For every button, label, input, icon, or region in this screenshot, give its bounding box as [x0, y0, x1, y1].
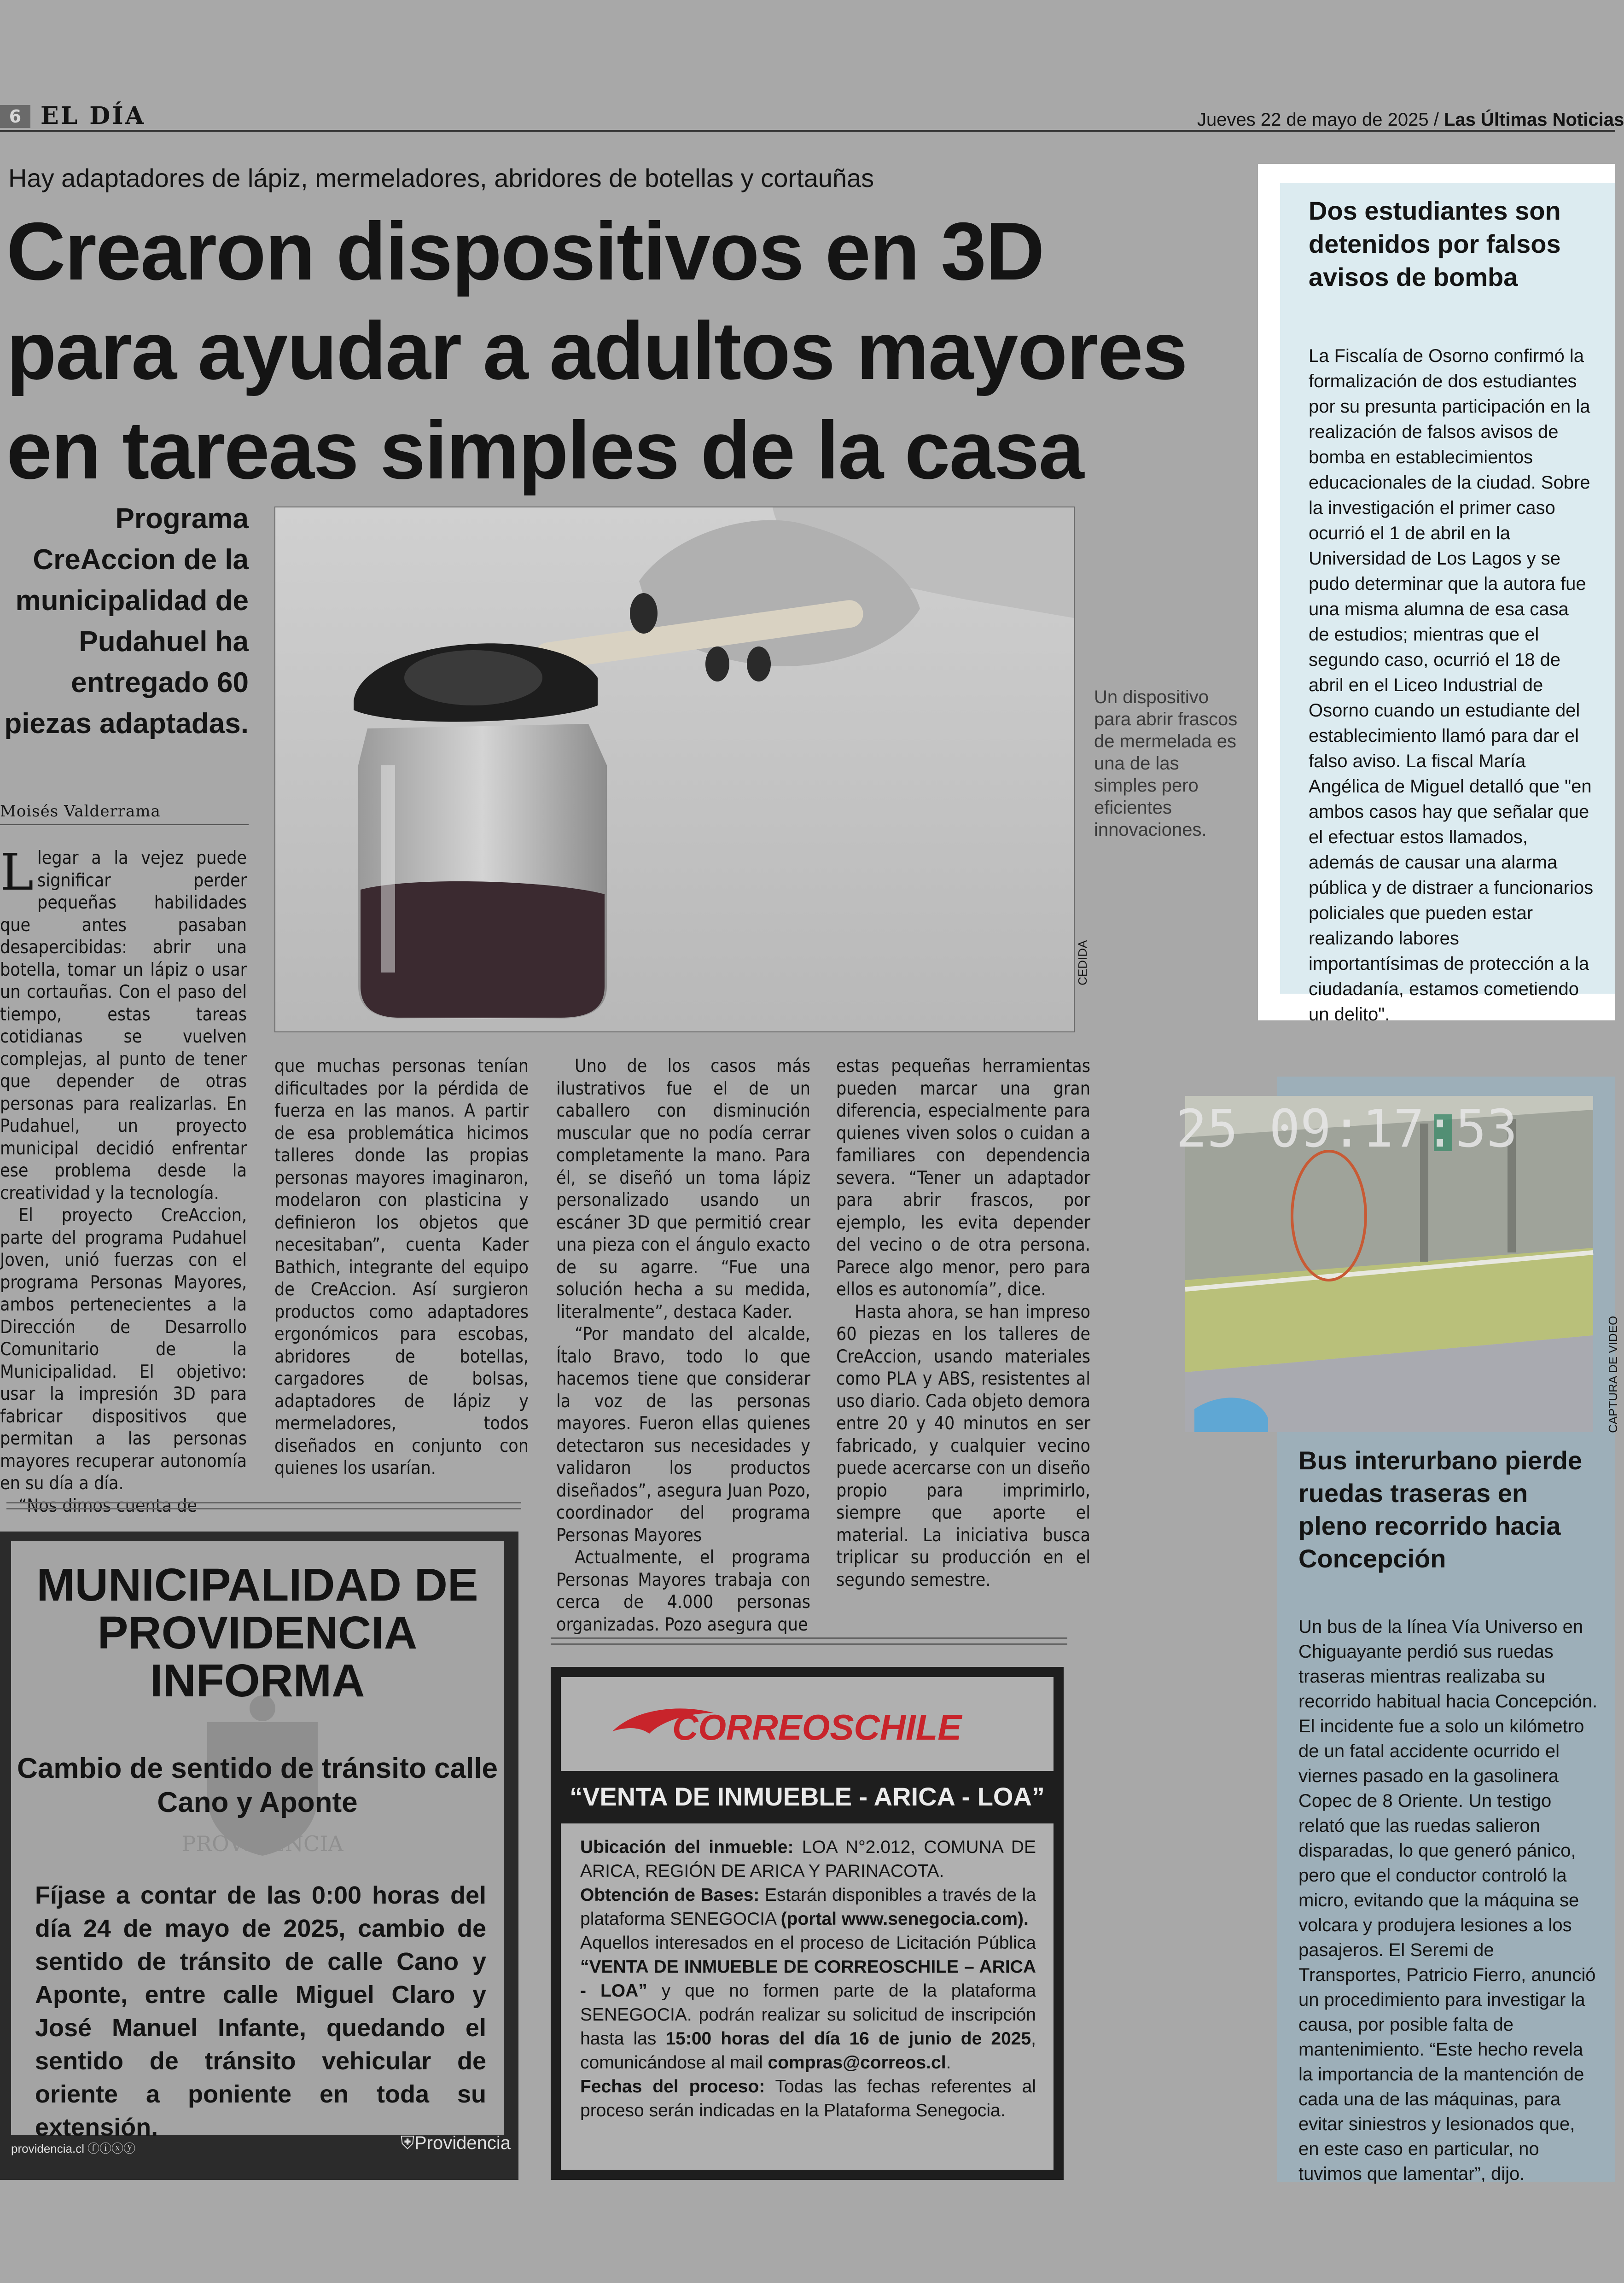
crest-text: PROVIDENCIA	[181, 1831, 343, 1856]
article-column-4	[836, 1055, 1090, 1591]
date-line	[1197, 109, 1624, 131]
article-kicker: Hay adaptadores de lápiz, mermeladores, abridores de botellas y cortauñas	[8, 163, 874, 192]
article-paragraph: Actualmente, el programa Personas Mayores trabaja con cerca de 4.000 personas organizadas. Pozo asegura que	[556, 1547, 810, 1635]
page-number: 6	[0, 105, 30, 128]
photo-caption: Un dispositivo para abrir frascos de mermelada es una de las simples pero eficientes innovaciones.	[1094, 687, 1238, 840]
header-rule	[0, 130, 1615, 132]
article-paragraph: “Nos dimos cuenta de	[18, 1495, 198, 1516]
article-paragraph: que muchas personas tenían dificultades por la pérdida de fuerza en las manos. A partir de esa problemática hicimos talleres donde las propias personas mayores imaginaron, modelaron con plasticina y definieron los objetos que necesitaban”, cuenta Kader Bathich, integrante del equipo de CreAccion. Así surgieron productos como adaptadores ergonómicos para escobas, abridores de botellas, cargadores de bolsas, adaptadores de lápiz y mermeladores, todos diseñados en conjunto con quienes los usarían.	[274, 1056, 529, 1479]
article-paragraph: El proyecto CreAccion, parte del programa Pudahuel Joven, unió fuerzas con el programa Personas Mayores, ambos pertenecientes a la Dirección de Desarrollo Comunitario de la Municipalidad. El objetivo: usar la impresión 3D para fabricar dispositivos que permitan a las personas mayores recuperar autonomía en su día a día.	[0, 1205, 247, 1494]
paragraph-text: legar a la vejez puede significar perder pequeñas habilidades que antes pasaban desapercibidas: abrir una botella, tomar un lápiz o usar un cortauñas. Con el paso del tiempo, estas tareas cotidianas se vuelven complejas, al punto de tener que depender de otras personas para realizarlas. En Pudahuel, un proyecto municipal decidió enfrentar ese problema desde la creatividad y la tecnología.	[0, 848, 247, 1204]
value: .	[946, 2053, 951, 2073]
value: Aquellos interesados en el proceso de Licitación Pública	[580, 1933, 1036, 1953]
providencia-footer-logo	[401, 2133, 511, 2154]
video-timestamp: 25 09:17:53	[1176, 1099, 1518, 1159]
providencia-ad-subheading: Cambio de sentido de tránsito calle Cano y Aponte	[17, 1753, 498, 1818]
providencia-ad-heading: MUNICIPALIDAD DE PROVIDENCIA INFORMA	[36, 1559, 478, 1706]
social-icons: ⓕⓘⓧⓨ	[87, 2142, 136, 2155]
correos-ad-text	[580, 1835, 1036, 2123]
article-headline: Crearon dispositivos en 3D para ayudar a adultos mayores en tareas simples de la casa	[6, 205, 1187, 496]
issue-date: Jueves 22 de mayo de 2025	[1197, 110, 1429, 130]
article-paragraph: “Por mandato del alcalde, Ítalo Bravo, todo lo que hacemos tiene que considerar la voz de las personas mayores. Fueron ellas quienes detectaron sus necesidades y validaron los productos diseñados”, asegura Juan Pozo, coordinador del programa Personas Mayores	[556, 1324, 810, 1546]
label: Fechas del proceso:	[580, 2077, 765, 2097]
correos-logo	[608, 1699, 1013, 1750]
date-separator: /	[1433, 110, 1439, 130]
article-paragraph: Hasta ahora, se han impreso 60 piezas en los talleres de CreAccion, usando materiales como PLA y ABS, resistentes al uso diario. Cada objeto demora entre 20 y 40 minutos en ser fabricado, y cualquier vecino puede acercarse con un diseño propio para imprimirlo, siempre que aporte el material. La iniciativa busca triplicar su producción en el segundo semestre.	[836, 1301, 1090, 1590]
article-paragraph	[0, 843, 247, 1205]
correos-line-dates	[580, 2075, 1036, 2123]
bus-story-text: Un bus de la línea Vía Universo en Chiguayante perdió sus ruedas traseras mientras realizaba su recorrido habitual hacia Concepción. El incidente fue a solo un kilómetro de un fatal accidente ocurrido el viernes pasado en la gasolinera Copec de 8 Oriente. Un testigo relató que las ruedas salieron disparadas, lo que generó pánico, pero que el conductor controló la micro, evitando que la máquina se volcara y produjera lesiones a los pasajeros. El Seremi de Transportes, Patricio Fierro, anunció un procedimiento para investigar la causa, por posible falta de mantenimiento. “Este hecho revela la importancia de la mantención de cada una de las máquinas, para evitar siniestros y lesionados que, en este caso en particular, no tuvimos que lamentar”, dijo.	[1298, 1617, 1598, 2184]
value: y que no formen parte de la plataforma SENEGOCIA. podrán realizar su solicitud de inscripción hasta las	[580, 1981, 1036, 2049]
section-title: EL DÍA	[41, 102, 146, 130]
jar-opener-illustration	[275, 507, 1074, 1031]
byline: Moisés Valderrama	[0, 801, 249, 825]
correos-line-interested	[580, 1931, 1036, 2075]
section-rule	[551, 1637, 1067, 1645]
article-paragraph: estas pequeñas herramientas pueden marcar una gran diferencia, especialmente para quienes viven solos o cuidan a familiares con dependencia severa. “Tener un adaptador para abrir frascos, por ejemplo, les evita depender del vecino o de otra persona. Parece algo menor, pero para ellos es autonomía”, dice.	[836, 1056, 1090, 1300]
contact-email: compras@correos.cl	[768, 2053, 946, 2073]
label: Obtención de Bases:	[580, 1885, 760, 1905]
paper-name: Las Últimas Noticias	[1444, 110, 1624, 130]
video-credit: CAPTURA DE VIDEO	[1606, 1316, 1620, 1433]
tender-name: “VENTA DE INMUEBLE DE CORREOSCHILE – ARICA - LOA”	[580, 1957, 1036, 2001]
article-paragraph: Uno de los casos más ilustrativos fue el de un caballero con disminución muscular que no podía cerrar completamente la mano. Para él, se diseñó un toma lápiz personalizado usando un escáner 3D que permitió crear una pieza con el ángulo exacto de su agarre. “Fue una solución hecha a su medida, literalmente”, destaca Kader.	[556, 1056, 810, 1322]
photo-credit: CEDIDA	[1076, 940, 1089, 985]
article-column-3	[556, 1055, 810, 1636]
providencia-url: providencia.cl	[11, 2142, 84, 2155]
value: , comunicándose al mail	[580, 2029, 1036, 2073]
article-column-2	[274, 1055, 529, 1480]
article-column-1	[0, 843, 247, 1517]
bus-video-frame	[1176, 1096, 1593, 1432]
providencia-ad-body: Fíjase a contar de las 0:00 horas del día 24 de mayo de 2025, cambio de sentido de tránsito de calle Cano y Aponte, entre calle Miguel Claro y José Manuel Infante, quedando el sentido de tránsito vehicular de oriente a poniente en toda su extensión.	[35, 1881, 486, 2141]
sidebar-story-title: Dos estudiantes son detenidos por falsos avisos de bomba	[1309, 196, 1561, 291]
article-subhead: Programa CreAccion de la municipalidad de Pudahuel ha entregado 60 piezas adaptadas.	[4, 503, 249, 740]
providencia-footer-url	[11, 2139, 135, 2156]
correos-line-bases	[580, 1883, 1036, 1931]
section-rule	[6, 1502, 521, 1509]
correos-logo-text: CORREOSCHILE	[672, 1707, 962, 1747]
providencia-logo-text: Providencia	[414, 2133, 511, 2153]
bus-story-title: Bus interurbano pierde ruedas traseras en pleno recorrido hacia Concepción	[1298, 1446, 1583, 1573]
value: Todas las fechas referentes al proceso serán indicadas en la Plataforma Senegocia.	[580, 2077, 1036, 2120]
portal-link: (portal www.senegocia.com).	[780, 1909, 1029, 1929]
sidebar-story-text: La Fiscalía de Osorno confirmó la formalización de dos estudiantes por su presunta participación en la realización de falsos avisos de bomba en establecimientos educacionales de la ciudad. Sobre la investigación el primer caso ocurrió el 1 de abril en la Universidad de Los Lagos y se pudo determinar que la autora fue una misma alumna de esa casa de estudios; mientras que el segundo caso, ocurrió el 18 de abril en el Liceo Industrial de Osorno cuando un estudiante del establecimiento llamó para dar el falso aviso. La fiscal María Angélica de Miguel detalló que "en ambos casos hay que señalar que el efectuar estos llamados, además de causar una alarma pública y de distraer a funcionarios policiales que pueden estar realizando labores importantísimas de protección a la ciudadanía, estamos cometiendo un delito".	[1309, 346, 1594, 1025]
drop-cap: L	[0, 843, 34, 902]
deadline: 15:00 horas del día 16 de junio de 2025	[665, 2029, 1031, 2049]
correos-line-location	[580, 1835, 1036, 1883]
bus-video-still	[1176, 1096, 1593, 1432]
jar-opener-photo	[274, 507, 1075, 1032]
providencia-shield-icon: ⛨	[401, 2133, 414, 2153]
correos-ad-title: “VENTA DE INMUEBLE - ARICA - LOA”	[570, 1782, 1045, 1811]
value: Estarán disponibles a través de la plataforma SENEGOCIA	[580, 1885, 1036, 1929]
label: Ubicación del inmueble:	[580, 1837, 794, 1857]
value: LOA N°2.012, COMUNA DE ARICA, REGIÓN DE ARICA Y PARINACOTA.	[580, 1837, 1036, 1881]
